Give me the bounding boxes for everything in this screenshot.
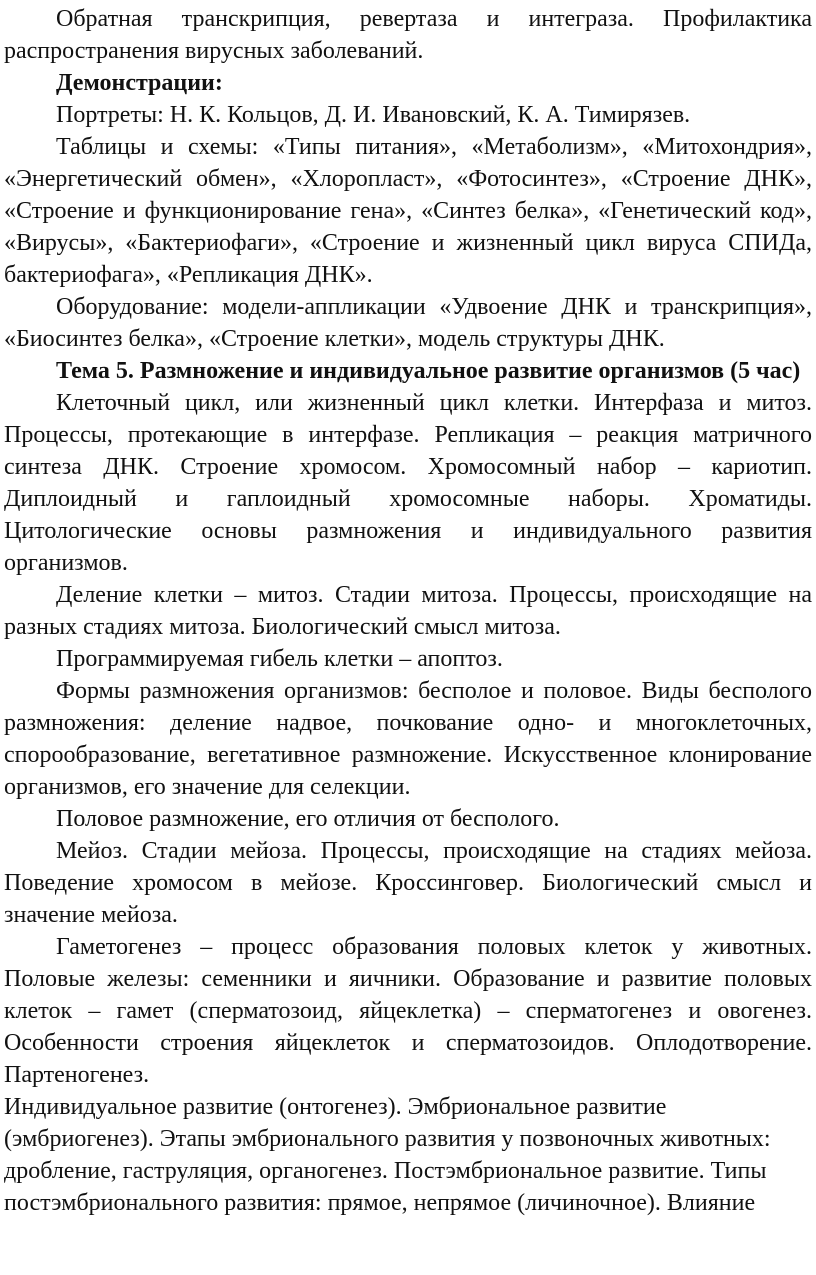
paragraph-apoptosis: Программируемая гибель клетки – апоптоз. (56, 646, 503, 672)
document-page (4, 3, 812, 1219)
paragraph-ontogenesis: Индивидуальное развитие (онтогенез). Эмбриональное развитие (эмбриогенез). Этапы эмбрионального развития у позвоночных животных: дробление, гаструляция, органогенез. Постэмбриональное развитие. Типы постэмбрионального развития: прямое, непрямое (личиночное). Влияние (4, 1094, 771, 1216)
paragraph-reverse-transcription: Обратная транскрипция, ревертаза и интеграза. Профилактика распространения вирусных заболеваний. (4, 6, 812, 64)
heading-topic-5: Тема 5. Размножение и индивидуальное развитие организмов (5 час) (56, 358, 801, 384)
paragraph-meiosis: Мейоз. Стадии мейоза. Процессы, происходящие на стадиях мейоза. Поведение хромосом в мейозе. Кроссинговер. Биологический смысл и значение мейоза. (4, 838, 812, 928)
paragraph-portraits: Портреты: Н. К. Кольцов, Д. И. Ивановский, К. А. Тимирязев. (56, 102, 691, 128)
paragraph-tables-schemes: Таблицы и схемы: «Типы питания», «Метаболизм», «Митохондрия», «Энергетический обмен», «Хлоропласт», «Фотосинтез», «Строение ДНК», «Строение и функционирование гена», «Синтез белка», «Генетический код», «Вирусы», «Бактериофаги», «Строение и жизненный цикл вируса СПИДа, бактериофага», «Репликация ДНК». (4, 134, 812, 288)
paragraph-gametogenesis: Гаметогенез – процесс образования половых клеток у животных. Половые железы: семенники и яичники. Образование и развитие половых клеток – гамет (сперматозоид, яйцеклетка) – сперматогенез и овогенез. Особенности строения яйцеклеток и сперматозоидов. Оплодотворение. Партеногенез. (4, 934, 812, 1088)
paragraph-mitosis: Деление клетки – митоз. Стадии митоза. Процессы, происходящие на разных стадиях митоза. Биологический смысл митоза. (4, 582, 812, 640)
paragraph-equipment: Оборудование: модели-аппликации «Удвоение ДНК и транскрипция», «Биосинтез белка», «Строение клетки», модель структуры ДНК. (4, 294, 812, 352)
paragraph-reproduction-forms: Формы размножения организмов: бесполое и половое. Виды бесполого размножения: деление надвое, почкование одно- и многоклеточных, спорообразование, вегетативное размножение. Искусственное клонирование организмов, его значение для селекции. (4, 678, 812, 800)
heading-demonstrations: Демонстрации: (56, 70, 223, 96)
paragraph-sexual-reproduction: Половое размножение, его отличия от бесполого. (56, 806, 560, 832)
paragraph-cell-cycle: Клеточный цикл, или жизненный цикл клетки. Интерфаза и митоз. Процессы, протекающие в интерфазе. Репликация – реакция матричного синтеза ДНК. Строение хромосом. Хромосомный набор – кариотип. Диплоидный и гаплоидный хромосомные наборы. Хроматиды. Цитологические основы размножения и индивидуального развития организмов. (4, 390, 812, 576)
